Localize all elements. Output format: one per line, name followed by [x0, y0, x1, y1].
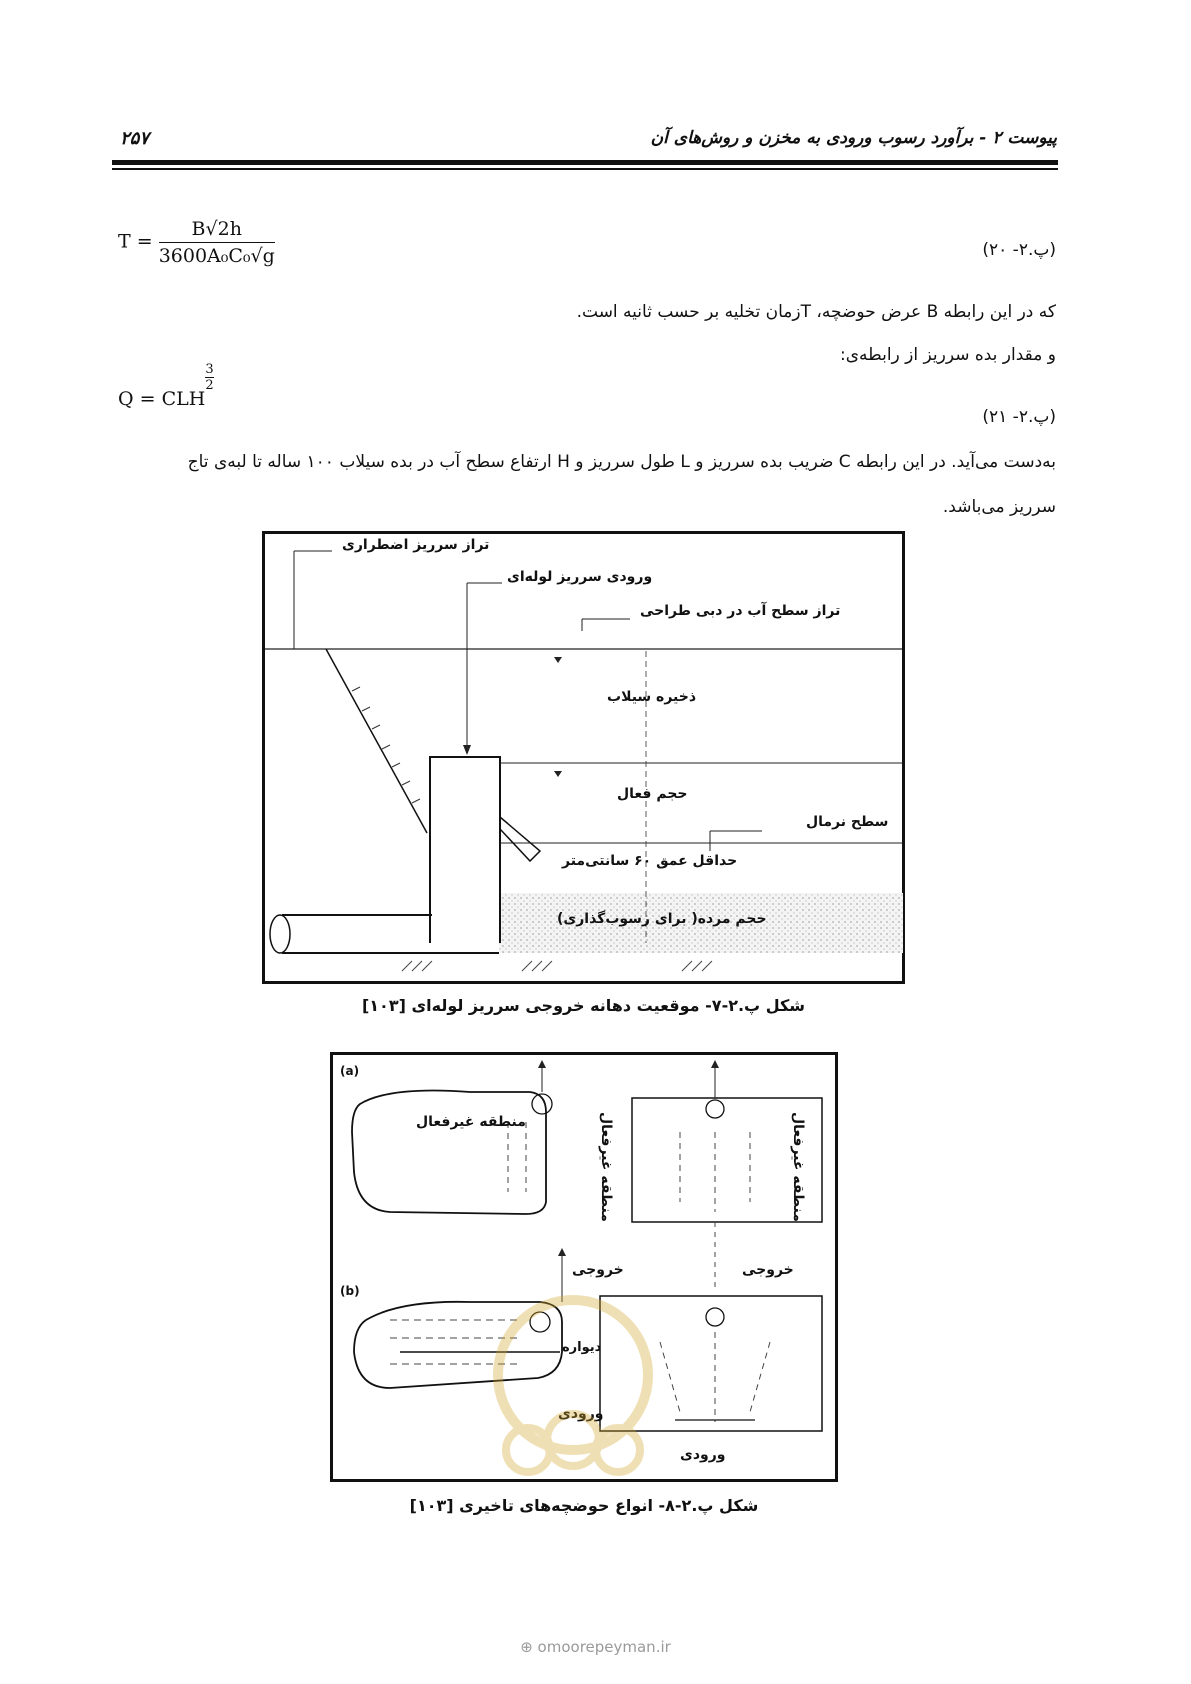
footer-watermark	[0, 1638, 1191, 1656]
paragraph-1: که در این رابطه B عرض حوضچه، Tزمان تخلیه بر حسب ثانیه است.	[576, 302, 1056, 322]
equation-21-lhs: Q = CLH	[118, 388, 206, 410]
paragraph-3-line-1: به‌دست می‌آید. در این رابطه C ضریب بده سرریز و L طول سرریز و H ارتفاع سطح آب در بده سیلاب ۱۰۰ ساله تا لبه‌ی تاج	[187, 452, 1056, 472]
label-inactive-zone: منطقه غیرفعال	[416, 1114, 526, 1130]
label-wall: دیواره	[562, 1340, 602, 1355]
equation-21-exponent: $\frac{3}{2}$	[205, 362, 214, 393]
running-header-title: پیوست ۲ - برآورد رسوب ورودی به مخزن و روش‌های آن	[650, 128, 1057, 148]
figure-8-caption: شکل پ.۲-۸- انواع حوضچه‌های تاخیری [۱۰۳]	[409, 1496, 759, 1515]
label-emergency-spillway: تراز سرریز اضطراری	[342, 537, 490, 553]
label-design-water-level: تراز سطح آب در دبی طراحی	[640, 603, 841, 619]
label-flood-storage: ذخیره سیلاب	[607, 689, 697, 705]
equation-20	[118, 218, 275, 267]
label-outlet-right: خروجی	[742, 1262, 794, 1278]
equation-20-lhs: T =	[118, 230, 153, 253]
label-b: (b)	[340, 1284, 360, 1298]
label-normal-level: سطح نرمال	[806, 814, 889, 830]
paragraph-3-line-2: سرریز می‌باشد.	[942, 497, 1056, 517]
header-rule-thin	[112, 168, 1058, 170]
watermark-text: omoorepeyman.ir	[537, 1638, 671, 1656]
label-min-depth: حداقل عمق ۶۰ سانتی‌متر	[562, 853, 738, 869]
label-dead-volume: حجم مرده( برای رسوب‌گذاری)	[557, 911, 767, 927]
figure-7	[262, 531, 905, 984]
equation-20-numerator: B√2h	[159, 218, 275, 243]
label-a: (a)	[340, 1064, 360, 1078]
label-inlet-left: ورودی	[558, 1406, 604, 1422]
label-inactive-zone-vertical-2: منطقه غیرفعال	[790, 1112, 806, 1222]
equation-21-number: (پ.۲- ۲۱)	[982, 407, 1056, 427]
paragraph-2: و مقدار بده سرریز از رابطه‌ی:	[840, 345, 1056, 365]
equation-20-denominator: 3600A₀C₀√g	[158, 245, 275, 267]
label-inlet-right: ورودی	[680, 1447, 726, 1463]
figure-7-caption: شکل پ.۲-۷- موقعیت دهانه خروجی سرریز لوله‌ای [۱۰۳]	[361, 996, 806, 1015]
globe-icon: ⊕	[520, 1638, 533, 1656]
label-active-volume: حجم فعال	[617, 786, 688, 802]
page-number: ۲۵۷	[120, 128, 150, 149]
label-pipe-inlet: ورودی سرریز لوله‌ای	[507, 569, 653, 585]
equation-20-number: (پ.۲- ۲۰)	[982, 240, 1056, 260]
equation-21	[118, 362, 214, 419]
label-inactive-zone-vertical-1: منطقه غیرفعال	[598, 1112, 614, 1222]
watermark-seal-icon	[488, 1290, 658, 1480]
label-outlet-left: خروجی	[572, 1262, 624, 1278]
equation-20-fraction	[159, 218, 275, 267]
header-rule-thick	[112, 160, 1058, 165]
